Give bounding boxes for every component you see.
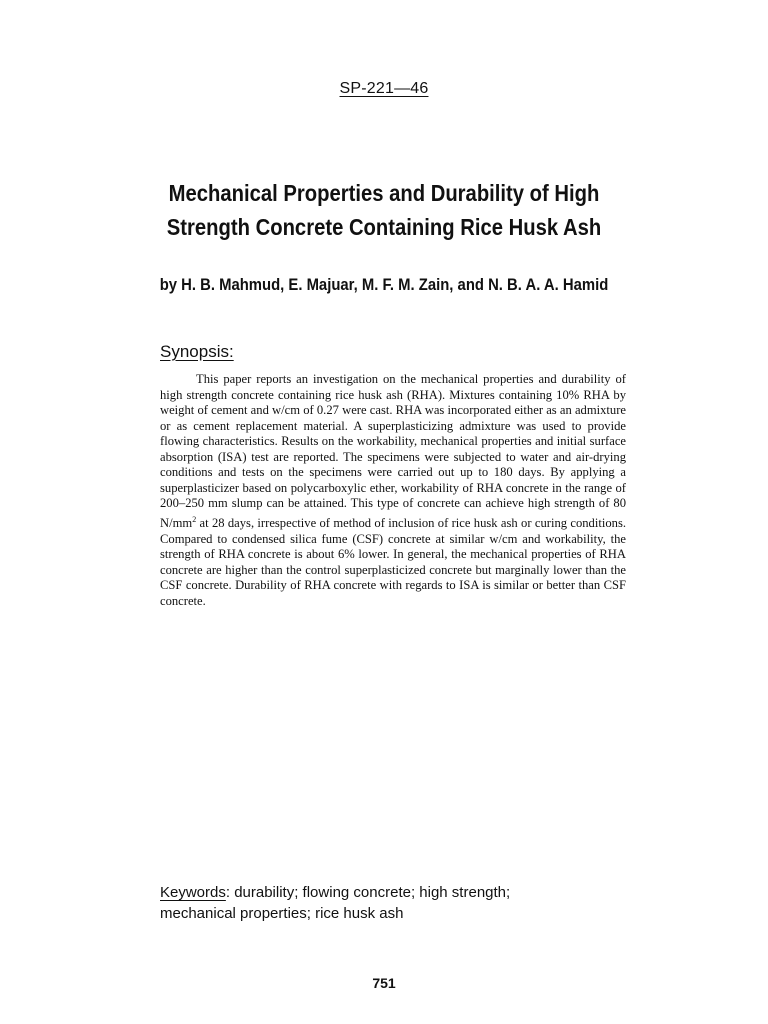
paper-title [99, 176, 669, 244]
keywords-block [160, 882, 640, 924]
keywords-label: Keywords [160, 884, 226, 901]
paper-code-text: SP-221—46 [339, 80, 429, 97]
paper-code [0, 80, 768, 98]
synopsis-part-1: This paper reports an investigation on the mechanical properties and durability of high strength concrete containing rice husk ash (RHA). Mixtures containing 10% RHA by weight of cement and w/cm of 0.27 were cast. RHA was incorporated either as an admixture or as cement replacement material. A superplasticizing admixture was used to provide flowing characteristics. Results on the workability, mechanical properties and initial surface absorption (ISA) test are reported. The specimens were subjected to water and air-drying conditions and tests on the specimens were carried out up to 180 days. By applying a superplasticizer based on polycarboxylic ether, workability of RHA concrete in the range of 200–250 mm slump can be attained. This type of concrete can achieve high strength of 80 N/mm [160, 372, 626, 531]
synopsis-text [160, 372, 626, 609]
page-number: 751 [372, 975, 396, 991]
title-line-2: Strength Concrete Containing Rice Husk Ash [166, 214, 602, 240]
keywords-text-1: : durability; flowing concrete; high strength; [225, 884, 511, 901]
keywords-line-2: mechanical properties; rice husk ash [160, 905, 404, 922]
synopsis-heading: Synopsis: [160, 342, 234, 361]
synopsis-part-2: at 28 days, irrespective of method of inclusion of rice husk ash or curing conditions. Compared to condensed silica fume (CSF) concrete at similar w/cm and workability, the strength of RHA concrete is about 6% lower. In general, the mechanical properties of RHA concrete are higher than the control superplasticized concrete but marginally lower than the CSF concrete. Durability of RHA concrete with regards to ISA is similar or better than CSF concrete. [160, 516, 626, 608]
author-list: by H. B. Mahmud, E. Majuar, M. F. M. Zain, and N. B. A. A. Hamid [159, 276, 609, 294]
superscript-2: 2 [192, 514, 197, 524]
keywords-line-1 [160, 882, 640, 903]
title-line-1: Mechanical Properties and Durability of High [168, 180, 600, 206]
